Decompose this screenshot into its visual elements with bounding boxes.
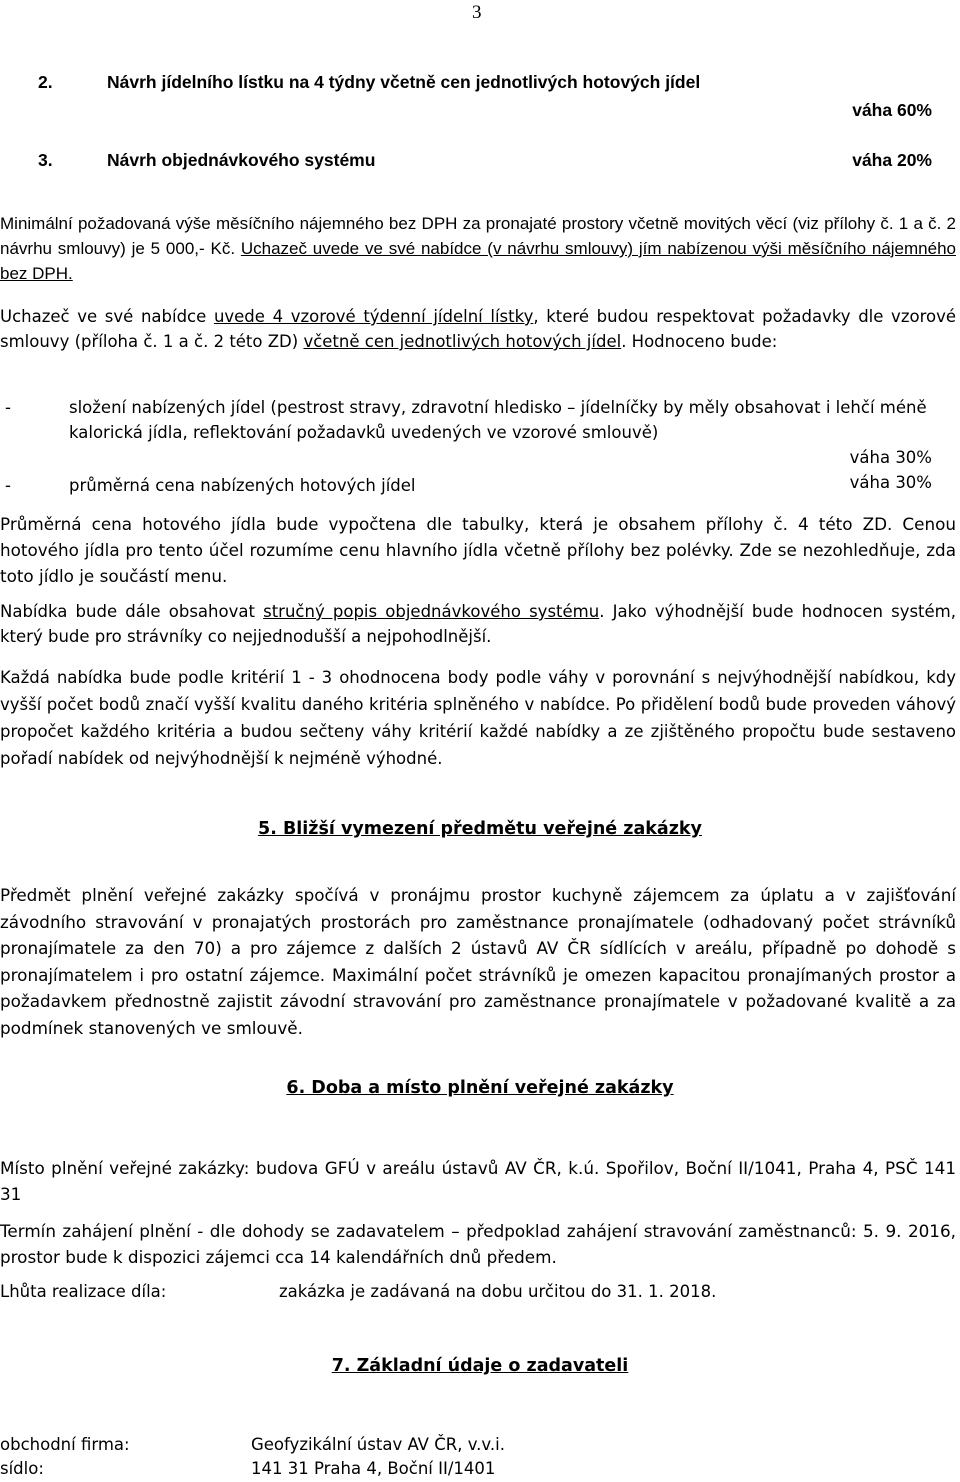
bullet-price [0,473,956,498]
subject-paragraph: Předmět plnění veřejné zakázky spočívá v pronájmu prostor kuchyně zájemcem za úplatu a v zajišťování závodního stravování v pronajatých prostorách pro zaměstnance pronajímatele (odhadovaný počet strávníků pronajímatele za den 70) a pro zájemce z dalších 2 ústavů AV ČR sídlících v areálu, případně po dohodě s pronajímatelem i pro ostatní zájemce. Maximální počet strávníků je omezen kapacitou pronajímaných prostor a požadavkem přednostně zajistit závodní stravování pro zaměstnance pronajímatele v požadované kvalitě a za podmínek stanovených ve smlouvě. [0,885,956,1038]
company-value: Geofyzikální ústav AV ČR, v.v.i. [251,1435,505,1454]
menu-text-b: uvede 4 vzorové týdenní jídelní lístky [213,307,534,326]
rent-paragraph [0,211,956,286]
section-6-heading: 6. Doba a místo plnění veřejné zakázky [286,1078,674,1098]
menu-text-d: včetně cen jednotlivých hotových jídel [303,332,622,351]
bullet-text: průměrná cena nabízených hotových jídel [69,476,416,495]
realization-value: zakázka je zadávaná na dobu určitou do 31. 1. 2018. [279,1282,717,1301]
page-number: 3 [472,2,482,23]
menu-text-c: , které budou respektovat požadavky dle vzorové smlouvy (příloha č. 1 a č. 2 této ZD) [0,307,957,351]
menu-text-a: Uchazeč ve své nabídce [0,307,214,326]
criterion-number: 3. [38,150,53,170]
rent-offer-note: Uchazeč uvede ve své nabídce (v návrhu smlouvy) jím nabízenou výši měsíčního nájemného bez DPH. [0,239,956,283]
bullet-price-weight: váha 30% [849,473,932,492]
menu-text-e: . Hodnoceno bude: [621,332,778,351]
ordering-paragraph [0,599,956,649]
ordering-text-c: . Jako výhodnější bude hodnocen systém, který bude pro strávníky co nejjednodušší a nejpohodlnější. [0,602,956,646]
menu-paragraph [0,304,956,354]
bullet-dash: - [5,476,11,495]
criterion-3-weight: váha 20% [852,150,932,170]
criterion-2-weight: váha 60% [852,100,932,120]
section-7-heading: 7. Základní údaje o zadavateli [331,1356,629,1376]
place-paragraph: Místo plnění veřejné zakázky: budova GFÚ v areálu ústavů AV ČR, k.ú. Spořilov, Boční II/1041, Praha 4, PSČ 141 31 [0,1158,956,1204]
ordering-text-b: stručný popis objednávkového systému [263,602,600,621]
start-paragraph: Termín zahájení plnění - dle dohody se zadavatelem – předpoklad zahájení stravování zaměstnanců: 5. 9. 2016, prostor bude k dispozici zájemci cca 14 kalendářních dnů předem. [0,1221,956,1267]
bullet-composition [0,395,956,445]
bullet-text: složení nabízených jídel (pestrost stravy, zdravotní hledisko – jídelníčky by měly obsahovat i lehčí méně kalorická jídla, reflektování požadavků uvedených ve vzorové smlouvě) [69,398,927,442]
bullet-composition-weight: váha 30% [849,448,932,467]
criterion-2 [38,72,928,96]
company-label: obchodní firma: [0,1435,130,1454]
seat-value: 141 31 Praha 4, Boční II/1401 [251,1459,496,1478]
bullet-dash: - [5,398,11,417]
average-price-paragraph: Průměrná cena hotového jídla bude vypočtena dle tabulky, která je obsahem přílohy č. 4 této ZD. Cenou hotového jídla pro tento účel rozumíme cenu hlavního jídla včetně přílohy bez polévky. Zde se nezohledňuje, zda toto jídlo je součástí menu. [0,514,956,586]
criterion-text: Návrh objednávkového systému [107,150,376,170]
criterion-number: 2. [38,72,53,92]
realization-label: Lhůta realizace díla: [0,1282,167,1301]
evaluation-paragraph: Každá nabídka bude podle kritérií 1 - 3 ohodnocena body podle váhy v porovnání s nejvýhodnější nabídkou, kdy vyšší počet bodů značí vyšší kvalitu daného kritéria splněného v nabídce. Po přidělení bodů bude proveden váhový propočet každého kritéria a budou sečteny váhy kritérií každé nabídky a ze zjištěného propočtu bude sestaveno pořadí nabídek od nejvýhodnější k nejméně výhodné. [0,668,956,768]
section-5-heading: 5. Bližší vymezení předmětu veřejné zakázky [258,819,702,839]
seat-label: sídlo: [0,1459,44,1478]
criterion-3 [38,150,928,174]
criterion-text: Návrh jídelního lístku na 4 týdny včetně cen jednotlivých hotových jídel [107,72,701,92]
rent-text: Minimální požadovaná výše měsíčního nájemného bez DPH za pronajaté prostory včetně movitých věcí (viz přílohy č. 1 a č. 2 návrhu smlouvy) je 5 000,- Kč. [0,214,956,258]
ordering-text-a: Nabídka bude dále obsahovat [0,602,264,621]
